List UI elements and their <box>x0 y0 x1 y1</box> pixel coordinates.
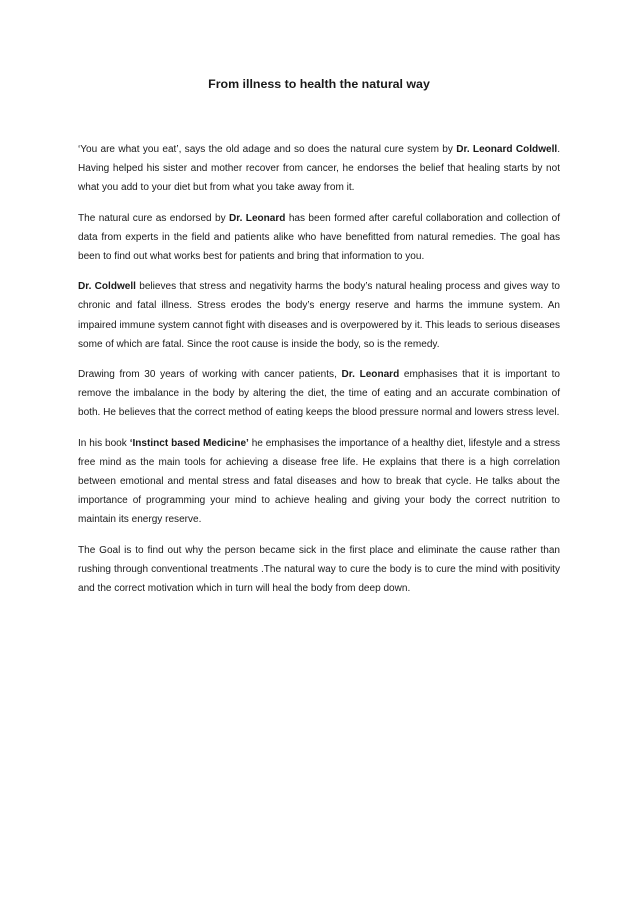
paragraph-text: In his book <box>78 437 130 449</box>
emphasis-text: Dr. Leonard Coldwell <box>456 144 558 155</box>
body-paragraph <box>78 434 560 530</box>
body-paragraph <box>78 277 560 354</box>
document-title: From illness to health the natural way <box>208 77 430 91</box>
body-paragraph <box>78 140 560 198</box>
paragraph-text: believes that stress and negativity harms the body’s natural healing process and gives way to chronic and fatal illness. Stress erodes the body’s energy reserve and harms the immune system. An impaired immune system cannot fight with diseases and is overpowered by it. This leads to serious diseases some of which are fatal. Since the root cause is inside the body, so is the remedy. <box>78 281 560 350</box>
body-paragraph <box>78 365 560 423</box>
body-paragraph <box>78 541 560 599</box>
document-body <box>78 140 560 598</box>
emphasis-text: ‘Instinct based Medicine’ <box>129 437 249 449</box>
paragraph-text: The Goal is to find out why the person became sick in the first place and eliminate the cause rather than rushing through conventional treatments .The natural way to cure the body is to cure the mind with positivity and the correct motivation which in turn will heal the body from deep down. <box>78 544 560 595</box>
emphasis-text: Dr. Leonard <box>229 212 286 224</box>
paragraph-text: has been formed after careful collaboration and collection of data from experts in the field and patients alike who have benefitted from natural remedies. The goal has been to find out what works best for patients and bring that information to you. <box>78 212 560 263</box>
paragraph-text: ‘You are what you eat’, says the old adage and so does the natural cure system by <box>78 144 457 155</box>
emphasis-text: Dr. Leonard <box>341 369 400 381</box>
paragraph-text: emphasises that it is important to remove the imbalance in the body by altering the diet, the time of eating and an accurate combination of both. He believes that the correct method of eating keeps the blood pressure normal and lowers stress level. <box>78 369 561 419</box>
paragraph-text: . Having helped his sister and mother recover from cancer, he endorses the belief that healing starts by not what you add to your diet but from what you take away from it. <box>78 144 560 194</box>
paragraph-text: he emphasises the importance of a healthy diet, lifestyle and a stress free mind as the main tools for achieving a disease free life. He explains that there is a high correlation between emotional and mental stress and fatal diseases and how to break that cycle. He talks about the importance of programming your mind to achieve healing and giving your body the correct nutrition to maintain its energy reserve. <box>78 437 560 526</box>
paragraph-text: Drawing from 30 years of working with cancer patients, <box>78 369 342 381</box>
emphasis-text: Dr. Coldwell <box>78 281 136 293</box>
body-paragraph <box>78 209 560 267</box>
paragraph-text: The natural cure as endorsed by <box>78 212 230 224</box>
